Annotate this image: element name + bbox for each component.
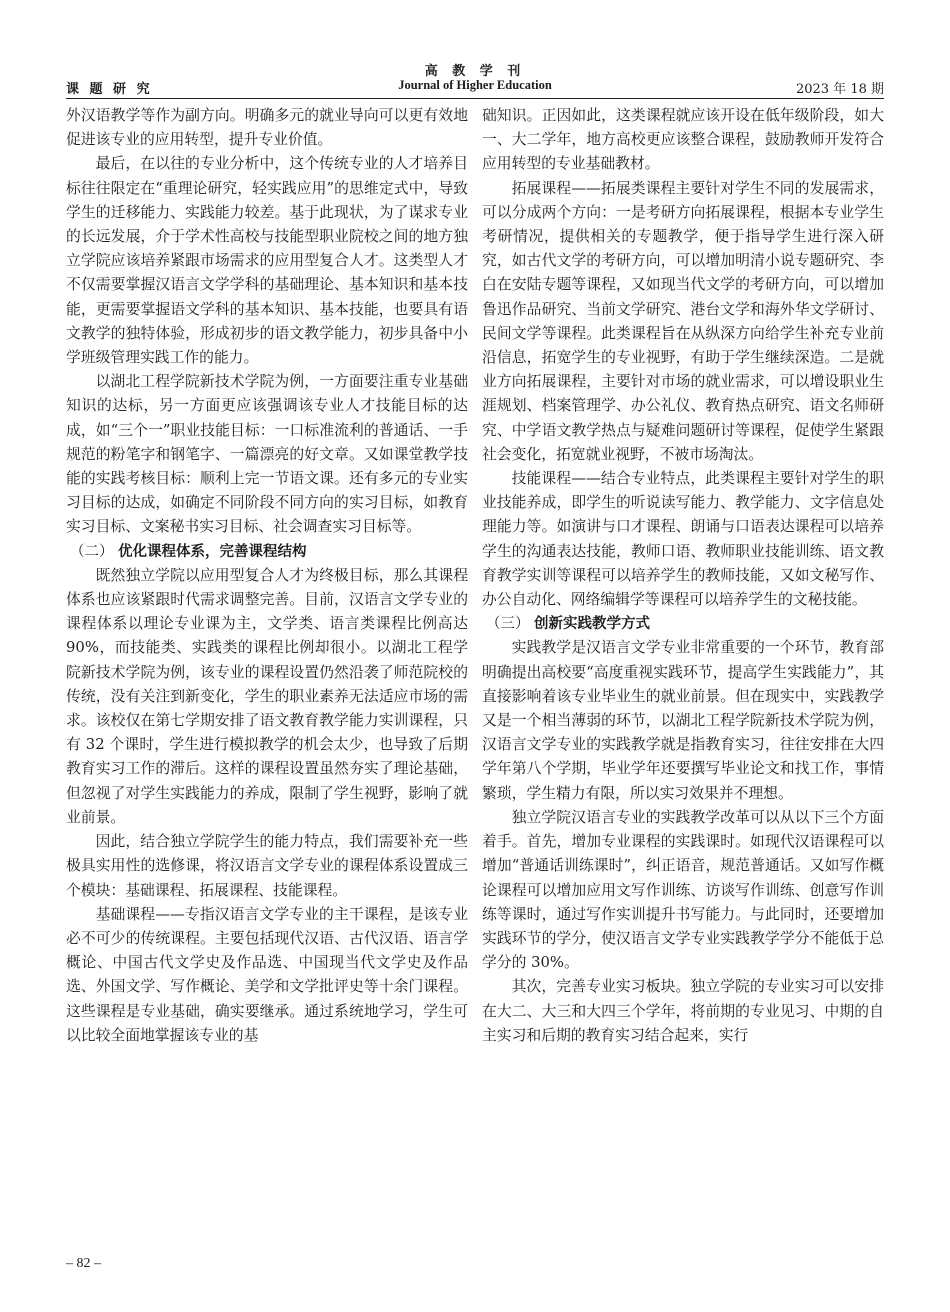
paragraph: 础知识。正因如此，这类课程就应该开设在低年级阶段，如大一、大二学年，地方高校更应该整合课程，鼓励教师开发符合应用转型的专业基础教材。 <box>482 107 884 173</box>
left-column <box>66 104 468 1048</box>
section-heading <box>482 612 884 636</box>
paragraph: 外汉语教学等作为副方向。明确多元的就业导向可以更有效地促进该专业的应用转型，提升专业价值。 <box>66 107 468 149</box>
journal-title-en: Journal of Higher Education <box>398 78 552 92</box>
section-number: （三） <box>486 616 530 633</box>
journal-title-cn: 高 教 学 刊 <box>424 64 526 79</box>
section-title: 优化课程体系，完善课程结构 <box>118 543 307 560</box>
paragraph: 基础课程——专指汉语言文学专业的主干课程，是该专业必不可少的传统课程。主要包括现代汉语、古代汉语、语言学概论、中国古代文学史及作品选、中国现当代文学史及作品选、外国文学、写作概论、美学和文学批评史等十余门课程。这些课程是专业基础，确实要继承。通过系统地学习，学生可以比较全面地掌握该专业的基 <box>66 905 468 1044</box>
section-heading <box>66 540 468 564</box>
paragraph: 既然独立学院以应用型复合人才为终极目标，那么其课程体系也应该紧跟时代需求调整完善。目前，汉语言文学专业的课程体系以理论专业课为主，文学类、语言类课程比例高达 90%，而技能类、实践类的课程比例却很小。以湖北工程学院新技术学院为例，该专业的课程设置仍然沿袭了师范院校的传统，没有关注到新变化，学生的职业素养无法适应市场的需求。该校仅在第七学期安排了语文教育教学能力实训课程，只有 32 个课时，学生进行模拟教学的机会太少，也导致了后期教育实习工作的滞后。这样的课程设置虽然夯实了理论基础，但忽视了对学生实践能力的养成，限制了学生视野，影响了就业前景。 <box>66 566 468 826</box>
header-rule <box>66 98 884 99</box>
paragraph: 实践教学是汉语言文学专业非常重要的一个环节，教育部明确提出高校要“高度重视实践环节，提高学生实践能力”，其直接影响着该专业毕业生的就业前景。但在现实中，实践教学又是一个相当薄弱的环节，以湖北工程学院新技术学院为例，汉语言文学专业的实践教学就是指教育实习，往往安排在大四学年第八个学期，毕业学年还要撰写毕业论文和找工作，事情繁琐，学生精力有限，所以实习效果并不理想。 <box>482 639 884 802</box>
section-title: 创新实践教学方式 <box>534 616 650 633</box>
paragraph: 拓展课程——拓展类课程主要针对学生不同的发展需求，可以分成两个方向：一是考研方向拓展课程，根据本专业学生考研情况，提供相关的专题教学，便于指导学生进行深入研究，如古代文学的考研方向，可以增加明清小说专题研究、李白在安陆专题等课程，又如现当代文学的考研方向，可以增加鲁迅作品研究、当前文学研究、港台文学和海外华文学研讨、民间文学等课程。此类课程旨在从纵深方向给学生补充专业前沿信息，拓宽学生的专业视野，有助于学生继续深造。二是就业方向拓展课程，主要针对市场的就业需求，可以增设职业生涯规划、档案管理学、办公礼仪、教育热点研究、语文名师研究、中学语文教学热点与疑难问题研讨等课程，促使学生紧跟社会变化，拓宽就业视野，不被市场淘汰。 <box>482 179 884 463</box>
section-number: （二） <box>70 543 114 560</box>
paragraph: 技能课程——结合专业特点，此类课程主要针对学生的职业技能养成，即学生的听说读写能力、教学能力、文字信息处理能力等。如演讲与口才课程、朗诵与口语表达课程可以培养学生的沟通表达技能，教师口语、教师职业技能训练、语文教育教学实训等课程可以培养学生的教师技能，又如文秘写作、办公自动化、网络编辑学等课程可以培养学生的文秘技能。 <box>482 470 884 609</box>
page-number: – 82 – <box>66 1256 101 1271</box>
paragraph: 以湖北工程学院新技术学院为例，一方面要注重专业基础知识的达标，另一方面更应该强调该专业人才技能目标的达成，如“三个一”职业技能目标：一口标准流利的普通话、一手规范的粉笔字和钢笔字、一篇漂亮的好文章。又如课堂教学技能的实践考核目标：顺利上完一节语文课。还有多元的专业实习目标的达成，如确定不同阶段不同方向的实习目标，如教育实习目标、文案秘书实习目标、社会调查实习目标等。 <box>66 373 468 536</box>
paragraph: 其次，完善专业实习板块。独立学院的专业实习可以安排在大二、大三和大四三个学年，将前期的专业见习、中期的自主实习和后期的教育实习结合起来，实行 <box>482 978 884 1044</box>
paragraph: 独立学院汉语言专业的实践教学改革可以从以下三个方面着手。首先，增加专业课程的实践课时。如现代汉语课程可以增加“普通话训练课时”，纠正语音，规范普通话。又如写作概论课程可以增加应用文写作训练、访谈写作训练、创意写作训练等课时，通过写作实训提升书写能力。与此同时，还要增加实践环节的学分，使汉语言文学专业实践教学学分不能低于总学分的 30%。 <box>482 808 884 972</box>
paragraph: 因此，结合独立学院学生的能力特点，我们需要补充一些极具实用性的选修课，将汉语言文学专业的课程体系设置成三个模块：基础课程、拓展课程、技能课程。 <box>66 833 468 899</box>
issue-label: 2023 年 18 期 <box>795 82 884 97</box>
paragraph: 最后，在以往的专业分析中，这个传统专业的人才培养目标往往限定在“重理论研究，轻实践应用”的思维定式中，导致学生的迁移能力、实践能力较差。基于此现状，为了谋求专业的长远发展，介于学术性高校与技能型职业院校之间的地方独立学院应该培养紧跟市场需求的应用型复合人才。这类型人才不仅需要掌握汉语言文学学科的基础理论、基本知识和基本技能，更需要掌握语文学科的基本知识、基本技能，也要具有语文教学的独特体验，形成初步的语文教学能力，初步具备中小学班级管理实践工作的能力。 <box>66 155 468 367</box>
page-header <box>66 56 884 96</box>
section-label: 课 题 研 究 <box>66 82 153 97</box>
right-column <box>482 104 884 1048</box>
